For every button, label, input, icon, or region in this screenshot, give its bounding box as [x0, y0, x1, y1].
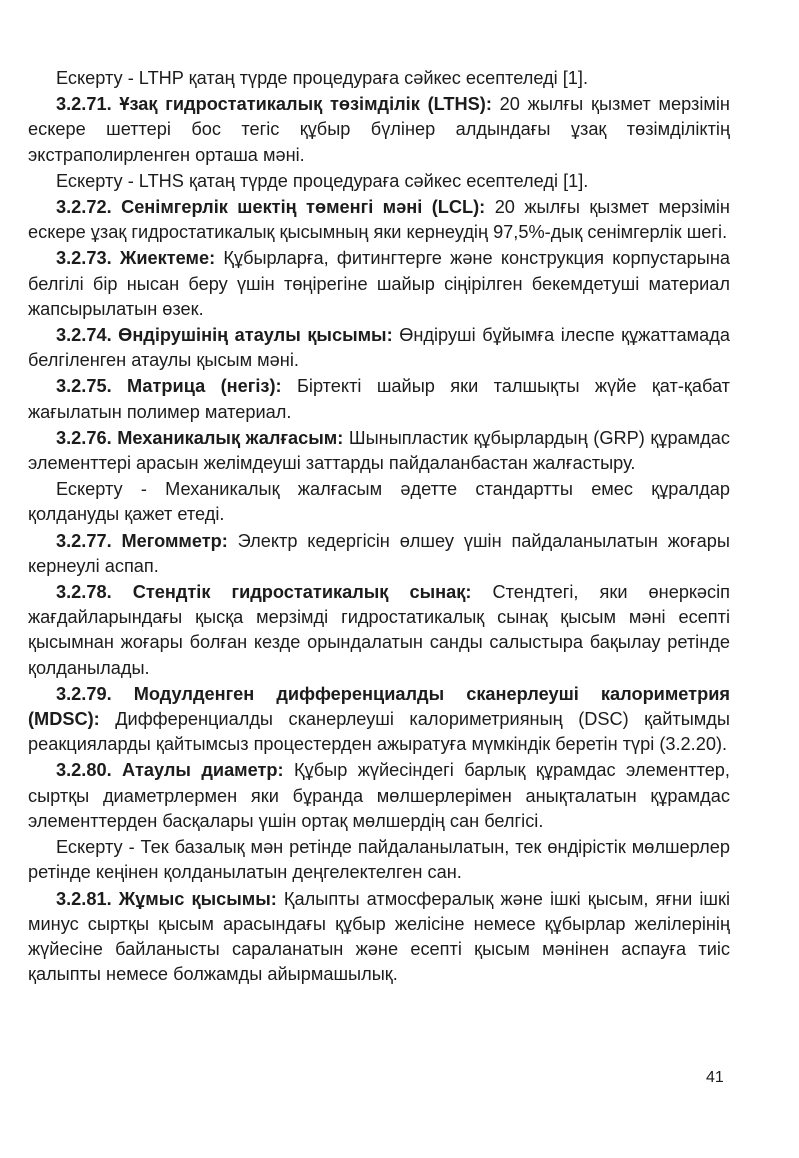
definition-3-2-73 — [28, 246, 730, 322]
definition-text: 20 жылғы қызмет мерзімін ескере шеттері бос тегіс құбыр бүлінер алдындағы ұзақ төзімділіктің экстраполирленген орташа мәні. — [28, 94, 730, 165]
definition-text: Шыныпластик құбырлардың (GRP) құрамдас элементтері арасын желімдеуші заттарды пайдаланбастан жалғастыру. — [28, 427, 730, 474]
clause-number: 3.2.79. — [56, 683, 112, 704]
definition-text: Өндіруші бұйымға ілеспе құжаттамада белгіленген атаулы қысым мәні. — [28, 325, 730, 371]
term-title: Механикалық жалғасым: — [117, 427, 344, 448]
definition-text: Дифференциалды сканерлеуші калориметрияның (DSC) қайтымды реакцияларды қайтымсыз процестерден ажыратуға мүмкіндік беретін түрі (3.2.20). — [28, 709, 730, 755]
note-lths: Ескерту - LTHS қатаң түрде процедураға сәйкес есептеледі [1]. — [56, 170, 589, 191]
definition-text: Стендтегі, яки өнеркәсіп жағдайларындағы қысқа мерзімді гидростатикалық сынақ қысым мәні есепті қысымнан жоғары болған кезде орындалатын санды салыстыра бақылау ретінде қолданылады. — [28, 582, 730, 678]
definition-3-2-80 — [28, 758, 730, 834]
note-nominal-diameter: Ескерту - Тек базалық мән ретінде пайдаланылатын, тек өндірістік мөлшерлер ретінде кеңінен қолданылатын деңгелектелген сан. — [28, 837, 730, 883]
clause-number: 3.2.71. — [56, 94, 112, 115]
definition-3-2-77 — [28, 529, 730, 579]
definition-3-2-72 — [28, 195, 730, 245]
term-title: Модулденген дифференциалды сканерлеуші калориметрия (MDSC): — [28, 683, 730, 730]
definition-3-2-78 — [28, 580, 730, 681]
page-number: 41 — [706, 1069, 724, 1086]
definition-3-2-81 — [28, 887, 730, 988]
definition-3-2-76 — [28, 426, 730, 476]
definition-3-2-74 — [28, 323, 730, 373]
term-title: Сенімгерлік шектің төменгі мәні (LCL): — [121, 197, 486, 218]
definition-3-2-79 — [28, 682, 730, 758]
clause-number: 3.2.80. — [56, 760, 112, 781]
term-title: Ұзақ гидростатикалық төзімділік (LTHS): — [119, 94, 492, 115]
clause-number: 3.2.81. — [56, 888, 112, 909]
clause-number: 3.2.76. — [56, 427, 112, 448]
definition-text: 20 жылғы қызмет мерзімін ескере ұзақ гидростатикалық қысымның яки кернеудің 97,5%-дық сенімгерлік шегі. — [28, 197, 730, 243]
clause-number: 3.2.74. — [56, 325, 112, 346]
term-title: Жиектеме: — [119, 248, 216, 269]
note-mechanical-joint: Ескерту - Механикалық жалғасым әдетте стандартты емес құралдар қолдануды қажет етеді. — [28, 479, 730, 525]
definition-text: Құбырларға, фитингтерге және конструкция корпустарына белгілі бір нысан беру үшін төңірегіне шайыр сіңірілген бекемдетуші материал жапсырылатын өзек. — [28, 248, 731, 319]
definition-3-2-75 — [28, 374, 730, 424]
definition-text: Құбыр жүйесіндегі барлық құрамдас элементтер, сыртқы диаметрлермен яки бұранда мөлшерлерімен анықталатын құрамдас элементтерден басқалары үшін ортақ мөлшердің сан белгісі. — [28, 760, 730, 831]
note-lthp: Ескерту - LTHP қатаң түрде процедураға сәйкес есептеледі [1]. — [56, 68, 589, 88]
clause-number: 3.2.78. — [56, 582, 112, 603]
term-title: Стендтік гидростатикалық сынақ: — [132, 582, 472, 603]
clause-number: 3.2.72. — [56, 197, 112, 218]
clause-number: 3.2.77. — [56, 530, 112, 551]
term-title: Мегомметр: — [121, 530, 228, 551]
document-page — [28, 66, 730, 988]
definition-text: Қалыпты атмосфералық және ішкі қысым, яғни ішкі минус сыртқы қысым арасындағы құбыр желісіне немесе құбырлар желілерінің жүйесіне байланысты сараланатын және есепті қысым мәнінен аспауға тиіс қалыпты немесе болжамды айырмашылық. — [28, 888, 730, 985]
definition-text: Біртекті шайыр яки талшықты жүйе қат-қабат жағылатын полимер материал. — [28, 376, 731, 422]
clause-number: 3.2.75. — [56, 376, 112, 397]
term-title: Матрица (негіз): — [127, 376, 282, 397]
term-title: Өндірушінің атаулы қысымы: — [118, 325, 393, 346]
clause-number: 3.2.73. — [56, 248, 112, 269]
definition-3-2-71 — [28, 92, 730, 168]
term-title: Жұмыс қысымы: — [118, 888, 277, 909]
definition-text: Электр кедергісін өлшеу үшін пайдаланылатын жоғары кернеулі аспап. — [28, 530, 730, 576]
term-title: Атаулы диаметр: — [122, 760, 284, 781]
